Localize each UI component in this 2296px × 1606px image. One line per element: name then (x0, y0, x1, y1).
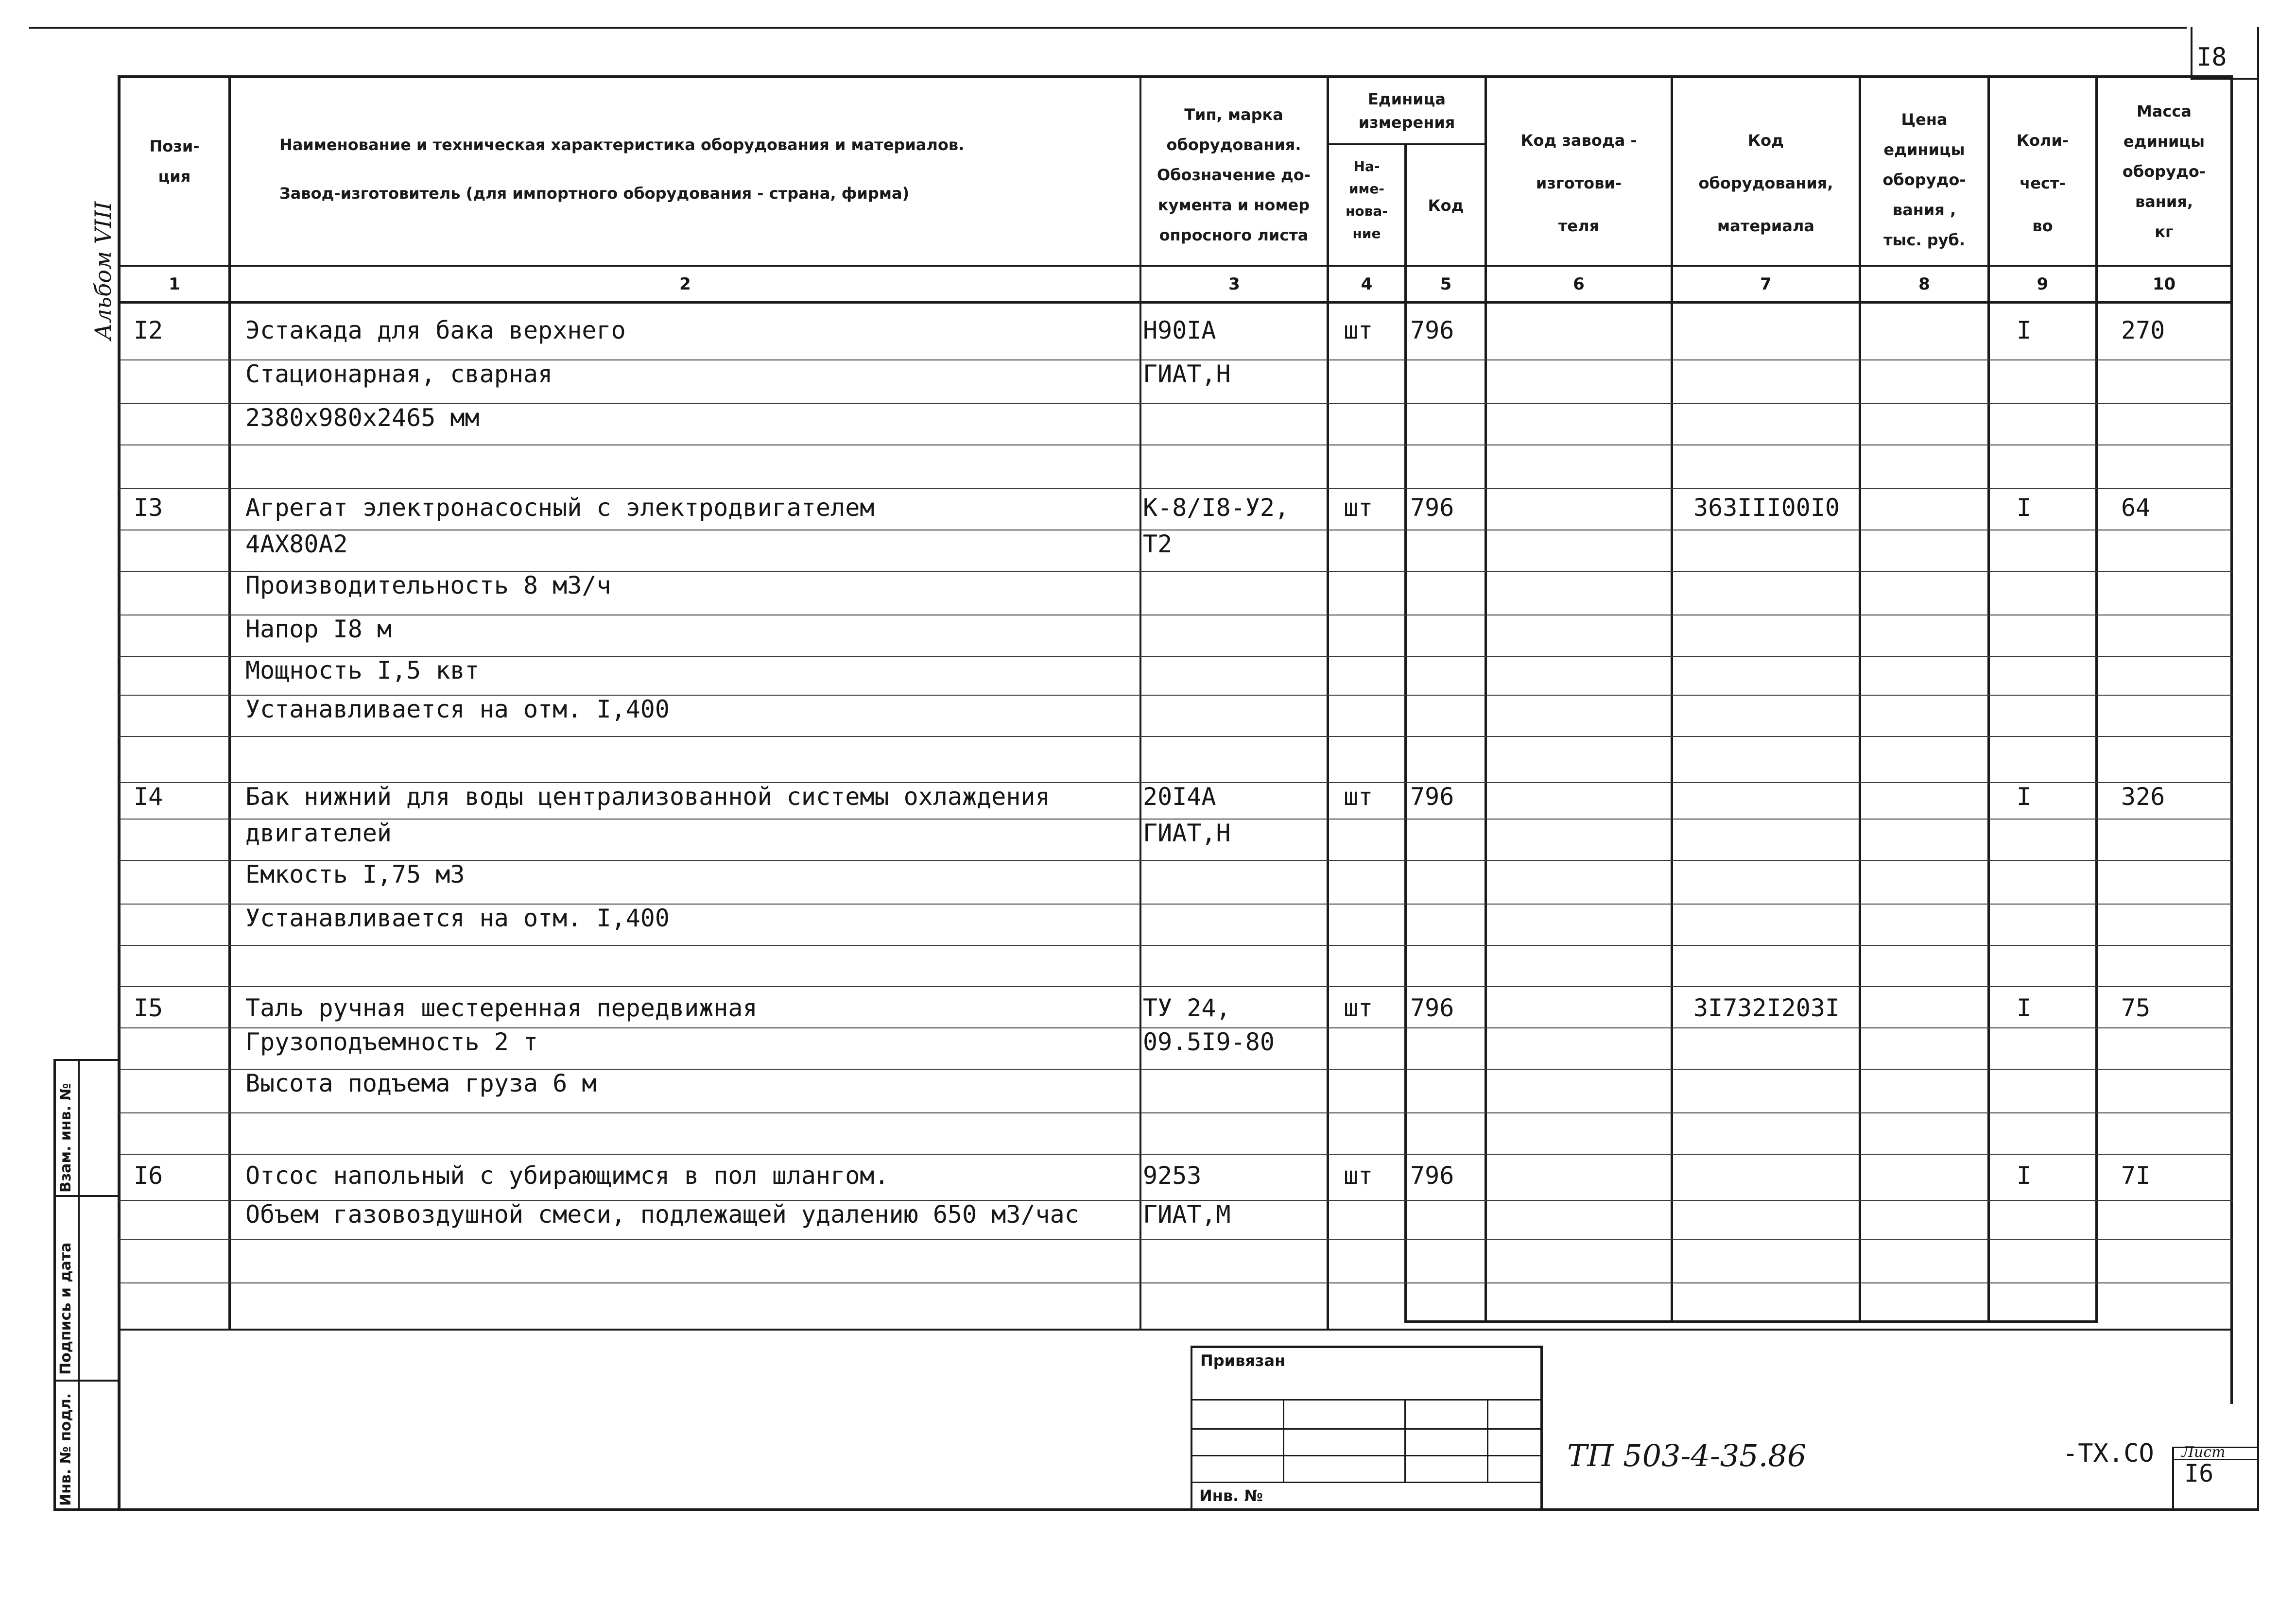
header-unit-group: Единица измерения (1358, 90, 1455, 132)
col-number-2: 2 (679, 274, 691, 294)
col-number-6: 6 (1573, 274, 1585, 294)
document-code: ТП 503-4-35.86 (1567, 1438, 1807, 1473)
header-col4: На- име- нова- ние (1346, 158, 1388, 241)
name-cell: Устанавливается на отм. I,400 (245, 695, 670, 723)
name-cell: Высота подъема груза 6 м (245, 1069, 597, 1097)
row-separator (119, 945, 2233, 946)
mass-cell: 270 (2121, 316, 2165, 344)
unit-code-cell: 796 (1410, 1162, 1454, 1190)
header-col1: Пози- ция (149, 137, 200, 186)
name-cell: 4АХ80А2 (245, 530, 348, 558)
stamp-inventory-label: Инв. № (1199, 1486, 1263, 1505)
name-cell: Мощность I,5 квт (245, 656, 480, 684)
type-cell: ГИАТ,Н (1143, 360, 1231, 388)
name-cell: Производительность 8 м3/ч (245, 571, 611, 599)
row-separator (119, 986, 2233, 987)
name-cell: Агрегат электронасосный с электродвигателем (245, 494, 875, 522)
row-separator (119, 736, 2233, 737)
type-cell: ТУ 24, (1143, 994, 1231, 1022)
name-cell: Устанавливается на отм. I,400 (245, 904, 670, 932)
mass-cell: 7I (2121, 1162, 2151, 1190)
col-number-1: 1 (169, 274, 180, 294)
header-col7: Код оборудования, материала (1698, 131, 1833, 235)
row-separator (119, 1112, 2233, 1113)
quantity-cell: I (2017, 994, 2032, 1022)
quantity-cell: I (2017, 494, 2032, 522)
header-col2: Наименование и техническая характеристика оборудования и материалов. Завод-изготовитель (для импортного оборудования - страна, фирма) (279, 136, 965, 203)
quantity-cell: I (2017, 783, 2032, 811)
list-label: Лист (2182, 1444, 2226, 1461)
quantity-cell: I (2017, 316, 2032, 344)
name-cell: Емкость I,75 м3 (245, 860, 465, 888)
binding-label-replace: Взам. инв. № (57, 1083, 74, 1193)
pos-cell: I2 (134, 316, 163, 344)
name-cell: двигателей (245, 819, 392, 847)
row-separator (119, 444, 2233, 445)
col-number-10: 10 (2152, 274, 2176, 294)
name-cell: Таль ручная шестеренная передвижная (245, 994, 758, 1022)
mass-cell: 75 (2121, 994, 2151, 1022)
unit-cell: шт (1344, 494, 1373, 522)
mass-cell: 64 (2121, 494, 2151, 522)
name-cell: Эстакада для бака верхнего (245, 316, 626, 344)
header-col9: Коли- чест- во (2016, 131, 2069, 235)
quantity-cell: I (2017, 1162, 2032, 1190)
unit-code-cell: 796 (1410, 783, 1454, 811)
header-col6: Код завода - изготови- теля (1520, 131, 1637, 235)
unit-cell: шт (1344, 316, 1373, 344)
pos-cell: I4 (134, 783, 163, 811)
top-border (29, 27, 2187, 29)
binding-label-inventory: Инв. № подл. (57, 1393, 74, 1506)
col-number-8: 8 (1918, 274, 1930, 294)
unit-code-cell: 796 (1410, 494, 1454, 522)
row-separator (119, 1282, 2233, 1283)
unit-cell: шт (1344, 783, 1373, 811)
row-separator (119, 1239, 2233, 1240)
unit-code-cell: 796 (1410, 994, 1454, 1022)
header-col10: Масса единицы оборудо- вания, кг (2122, 102, 2206, 241)
col-number-4: 4 (1361, 274, 1373, 294)
name-cell: Отсос напольный с убирающимся в пол шлангом. (245, 1162, 889, 1190)
list-number: I6 (2184, 1459, 2214, 1487)
col-number-3: 3 (1228, 274, 1240, 294)
name-cell: Бак нижний для воды централизованной системы охлаждения (245, 783, 1050, 811)
row-separator (119, 488, 2233, 489)
type-cell: ГИАТ,Н (1143, 819, 1231, 847)
col-number-5: 5 (1440, 274, 1452, 294)
mass-cell: 326 (2121, 783, 2165, 811)
equipment-code-cell: 3I732I203I (1693, 994, 1840, 1022)
unit-cell: шт (1344, 994, 1373, 1022)
pos-cell: I3 (134, 494, 163, 522)
row-separator (119, 1154, 2233, 1155)
unit-cell: шт (1344, 1162, 1373, 1190)
stamp-privyazan-label: Привязан (1200, 1351, 1286, 1370)
header-col3: Тип, марка оборудования. Обозначение до- кумента и номер опросного листа (1157, 105, 1311, 244)
header-col8: Цена единицы оборудо- вания , тыс. руб. (1882, 110, 1966, 249)
corner-sheet-number: I8 (2196, 43, 2227, 72)
type-cell: Н90IА (1143, 316, 1216, 344)
type-cell: ГИАТ,М (1143, 1200, 1231, 1229)
name-cell: Напор I8 м (245, 615, 392, 643)
type-cell: 09.5I9-80 (1143, 1028, 1275, 1056)
col-number-7: 7 (1760, 274, 1772, 294)
album-label: Альбом VIII (90, 201, 116, 340)
document-suffix: -ТХ.СО (2063, 1439, 2154, 1468)
pos-cell: I5 (134, 994, 163, 1022)
col-number-9: 9 (2037, 274, 2049, 294)
pos-cell: I6 (134, 1162, 163, 1190)
type-cell: 20I4А (1143, 783, 1216, 811)
type-cell: Т2 (1143, 530, 1173, 558)
type-cell: 9253 (1143, 1162, 1202, 1190)
equipment-code-cell: 363III00I0 (1693, 494, 1840, 522)
name-cell: Грузоподъемность 2 т (245, 1028, 538, 1056)
name-cell: Стационарная, сварная (245, 360, 553, 388)
name-cell: Объем газовоздушной смеси, подлежащей удалению 650 м3/час (245, 1200, 1079, 1229)
binding-label-signature: Подпись и дата (57, 1242, 74, 1375)
name-cell: 2380х980х2465 мм (245, 404, 480, 432)
unit-code-cell: 796 (1410, 316, 1454, 344)
type-cell: К-8/I8-У2, (1143, 494, 1290, 522)
header-col5: Код (1428, 196, 1464, 215)
